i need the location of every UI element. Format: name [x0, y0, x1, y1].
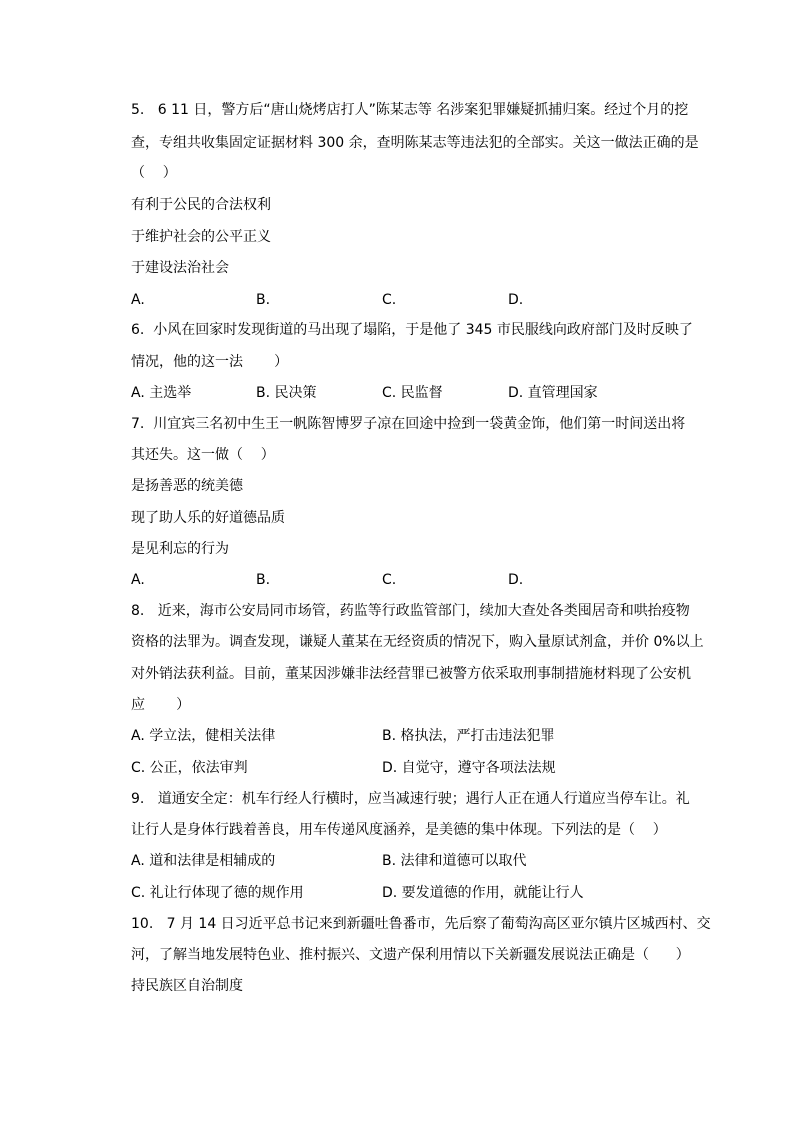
- q7-option-a: A.: [131, 572, 145, 588]
- q7-option-c: C.: [382, 572, 397, 588]
- q8-stem-line1: 8. 近来，海市公安局同市场管，药监等行政监管部门，续加大查处各类囤居奇和哄抬疫物: [131, 603, 690, 619]
- q8-option-a: A. 学立法，健相关法律: [131, 728, 276, 744]
- q10-statement-1: 持民族区自治制度: [131, 978, 243, 994]
- q8-stem-line4: 应 ）: [131, 697, 191, 713]
- q5-statement-2: 于维护社会的公平正义: [131, 229, 271, 245]
- q9-option-c: C. 礼让行体现了德的规作用: [131, 885, 304, 901]
- q5-statement-3: 于建设法治社会: [131, 260, 229, 276]
- q6-option-d: D. 直管理国家: [508, 385, 598, 401]
- q7-option-d: D.: [508, 572, 524, 588]
- q7-statement-1: 是扬善恶的统美德: [131, 478, 243, 494]
- q7-statement-3: 是见利忘的行为: [131, 541, 229, 557]
- q6-option-c: C. 民监督: [382, 385, 443, 401]
- q10-stem-line1: 10. 7 月 14 日习近平总书记来到新疆吐鲁番市，先后察了葡萄沟高区亚尔镇片区城西村、交: [131, 916, 711, 932]
- q5-option-c: C.: [382, 292, 397, 308]
- q6-option-a: A. 主选举: [131, 385, 192, 401]
- q9-option-b: B. 法律和道德可以取代: [382, 853, 527, 869]
- q9-option-a: A. 道和法律是相辅成的: [131, 853, 276, 869]
- q9-option-d: D. 要发道德的作用，就能让行人: [382, 885, 584, 901]
- q9-stem-line2: 让行人是身体行践着善良，用车传递风度涵养，是美德的集中体现。下列法的是（ ）: [131, 822, 667, 838]
- q8-option-c: C. 公正，依法审判: [131, 760, 248, 776]
- q5-stem-line1: 5. 6 11 日，警方后“唐山烧烤店打人”陈某志等 名涉案犯罪嫌疑抓捕归案。经过个月的挖: [131, 102, 689, 118]
- q8-stem-line3: 对外销法获利益。目前，董某因涉嫌非法经营罪已被警方依采取刑事制措施材料现了公安机: [131, 666, 691, 682]
- q7-stem-line1: 7. 川宜宾三名初中生王一帆陈智博罗子凉在回途中捡到一袋黄金饰，他们第一时间送出将: [131, 416, 686, 432]
- q7-option-b: B.: [256, 572, 271, 588]
- q5-stem-line3: （ ）: [131, 165, 177, 181]
- q5-statement-1: 有利于公民的合法权利: [131, 197, 271, 213]
- q9-stem-line1: 9. 道通安全定：机车行经人行横时，应当减速行驶；遇行人正在通人行道应当停车让。礼: [131, 791, 690, 807]
- q7-statement-2: 现了助人乐的好道德品质: [131, 510, 285, 526]
- q10-stem-line2: 河，了解当地发展特色业、推村振兴、文遗产保利用情以下关新疆发展说法正确是（ ）: [131, 947, 690, 963]
- q6-option-b: B. 民决策: [256, 385, 317, 401]
- q7-stem-line2: 其还失。这一做（ ）: [131, 447, 275, 463]
- q8-option-b: B. 格执法，严打击违法犯罪: [382, 728, 555, 744]
- q8-stem-line2: 资格的法罪为。调查发现，谦疑人董某在无经资质的情况下，购入量原试剂盒，并价 0%以上: [131, 634, 704, 650]
- q5-option-b: B.: [256, 292, 271, 308]
- q8-option-d: D. 自觉守，遵守各项法法规: [382, 760, 556, 776]
- q5-stem-line2: 查，专组共收集固定证据材料 300 余，查明陈某志等违法犯的全部实。关这一做法正确的是: [131, 135, 699, 151]
- q6-stem-line2: 情况，他的这一法 ）: [131, 354, 289, 370]
- q6-stem-line1: 6. 小风在回家时发现街道的马出现了塌陷，于是他了 345 市民服线向政府部门及时反映了: [131, 322, 693, 338]
- q5-option-a: A.: [131, 292, 145, 308]
- q5-option-d: D.: [508, 292, 524, 308]
